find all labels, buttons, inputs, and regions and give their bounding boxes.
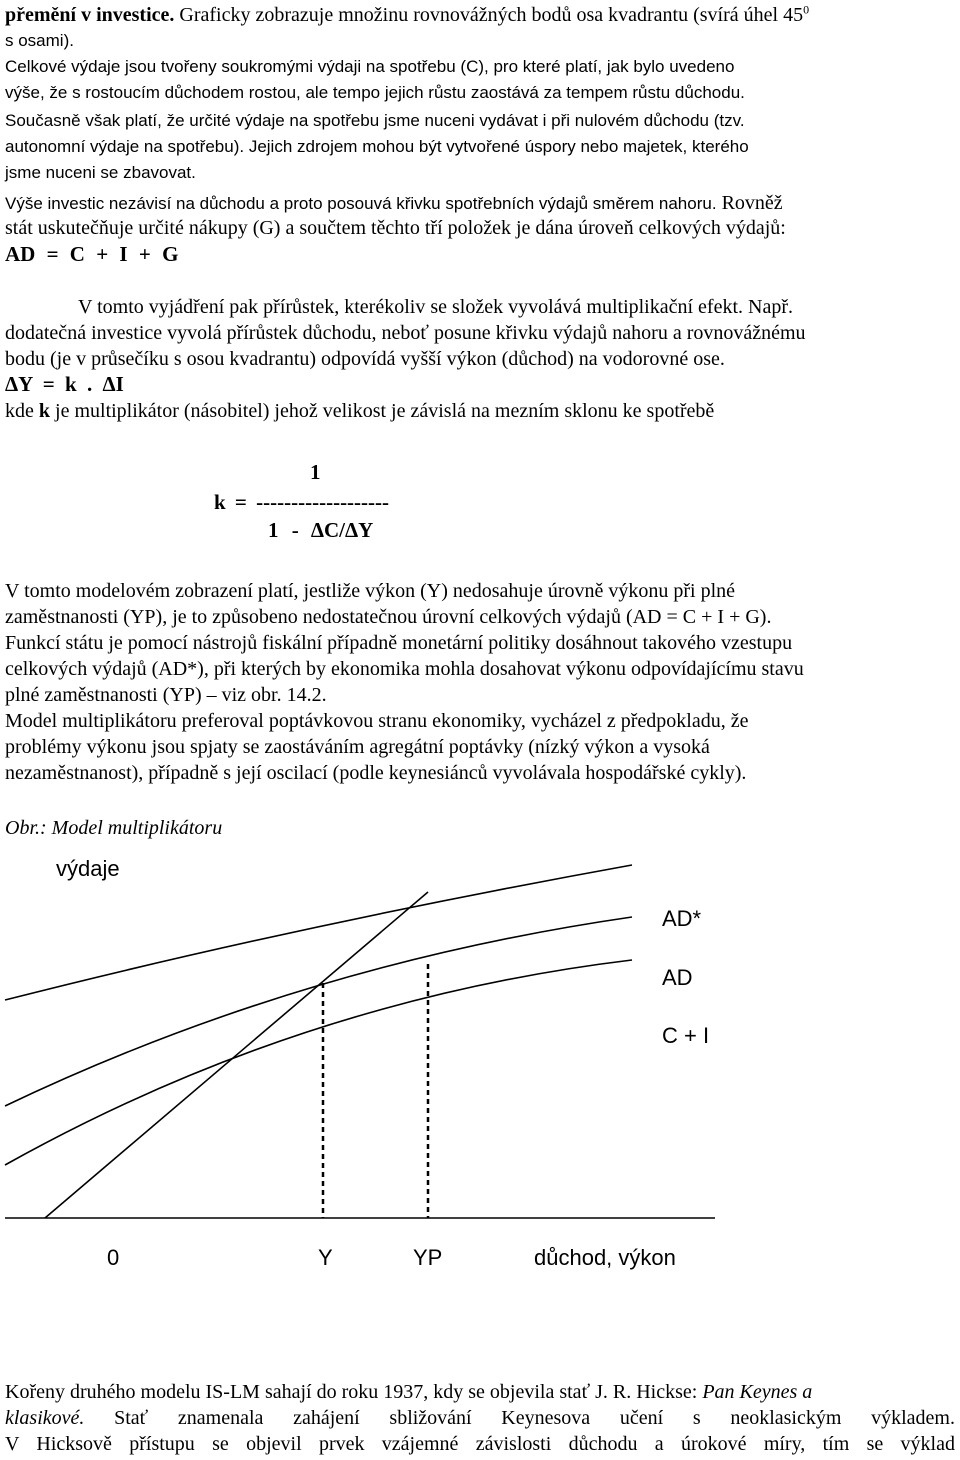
paragraph-line: výše, že s rostoucím důchodem rostou, ale tempo jejich růstu zaostává za tempem růstu důchodu.	[5, 83, 745, 102]
paragraph-line: problémy výkonu jsou spjaty se zaostáváním agregátní poptávky (nízký výkon a vysoká	[5, 736, 710, 758]
y-axis-label: výdaje	[56, 856, 120, 881]
paragraph-line: autonomní výdaje na spotřebu). Jejich zdrojem mohou být vytvořené úspory nebo majetek, kterého	[5, 137, 749, 156]
paragraph-line: Kořeny druhého modelu IS-LM sahají do roku 1937, kdy se objevila stať J. R. Hickse: Pan Keynes a	[5, 1381, 813, 1403]
tick-label-y: Y	[318, 1245, 333, 1270]
paragraph-line: dodatečná investice vyvolá přírůstek důchodu, neboť posune křivku výdajů nahoru a rovnovážnému	[5, 322, 806, 344]
fraction-numerator: 1	[310, 460, 321, 484]
paragraph-line: V Hicksově přístupu se objevil prvek vzájemné závislosti důchodu a úrokové míry, tím se výklad	[5, 1433, 955, 1455]
paragraph-line: stát uskutečňuje určité nákupy (G) a součtem těchto tří položek je dána úroveň celkových výdajů:	[5, 217, 786, 239]
paragraph-line: jsme nuceni se zbavovat.	[5, 163, 196, 182]
curve-label-ad: AD	[662, 965, 693, 990]
curve-label-c-plus-i: C + I	[662, 1023, 710, 1048]
tick-label-yp: YP	[413, 1245, 443, 1270]
paragraph-line: V tomto vyjádření pak přírůstek, kterékoliv se složek vyvolává multiplikační efekt. Např.	[78, 296, 793, 318]
paragraph-line: celkových výdajů (AD*), při kterých by ekonomika mohla dosahovat výkonu odpovídajícímu stavu	[5, 658, 804, 680]
bold-text: přemění v investice.	[5, 4, 175, 26]
paragraph-line: bodu (je v průsečíku s osou kvadrantu) odpovídá vyšší výkon (důchod) na vodorovné ose.	[5, 348, 725, 370]
paragraph-line: Model multiplikátoru preferoval poptávkovou stranu ekonomiky, vycházel z předpokladu, že	[5, 710, 749, 732]
paragraph-line: kde k je multiplikátor (násobitel) jehož velikost je závislá na mezním sklonu ke spotřebě	[5, 400, 715, 422]
paragraph-line: Výše investic nezávisí na důchodu a proto posouvá křivku spotřebních výdajů směrem nahoru. Rovněž	[5, 192, 783, 214]
paragraph-line: přemění v investice. Graficky zobrazuje množinu rovnovážných bodů osa kvadrantu (svírá úhel $45^0$	[5, 2, 810, 26]
x-axis-label: důchod, výkon	[534, 1245, 676, 1270]
curve-label-ad-star: AD*	[662, 906, 702, 931]
curve-c-plus-i	[5, 960, 632, 1165]
paragraph-line: nezaměstnanost), případně s její oscilací (podle keynesiánců vyvolávala hospodářské cykly).	[5, 762, 747, 784]
equilibrium-line-45deg	[45, 892, 428, 1218]
fraction-denominator: 1 - ΔC/ΔY	[268, 518, 374, 542]
paragraph-line: klasikové. Stať znamenala zahájení sbližování Keynesova učení s neoklasickým výkladem.	[5, 1407, 955, 1429]
origin-label: 0	[107, 1245, 120, 1270]
paragraph-line: zaměstnanosti (YP), je to způsobeno nedostatečnou úrovní celkových výdajů (AD = C + I + G).	[5, 606, 772, 628]
paragraph-line: s osami).	[5, 31, 74, 50]
paragraph-line: Funkcí státu je pomocí nástrojů fiskální případně monetární politiky dosáhnout takového vzestupu	[5, 632, 793, 654]
curve-ad	[5, 917, 632, 1106]
formula-multiplier-effect: ΔY = k . ΔI	[5, 372, 124, 396]
superscript: 0	[803, 2, 810, 17]
paragraph-line: plné zaměstnanosti (YP) – viz obr. 14.2.	[5, 684, 327, 706]
figure-caption: Obr.: Model multiplikátoru	[5, 817, 223, 839]
paragraph-line: V tomto modelovém zobrazení platí, jestliže výkon (Y) nedosahuje úrovně výkonu při plné	[5, 580, 736, 602]
paragraph-line: Současně však platí, že určité výdaje na spotřebu jsme nuceni vydávat i při nulovém důchodu (tzv.	[5, 111, 745, 130]
fraction-line: k = -------------------	[214, 490, 390, 514]
paragraph-line: Celkové výdaje jsou tvořeny soukromými výdaji na spotřebu (C), pro které platí, jak bylo uvedeno	[5, 57, 735, 76]
formula-aggregate-demand: AD = C + I + G	[5, 242, 179, 266]
